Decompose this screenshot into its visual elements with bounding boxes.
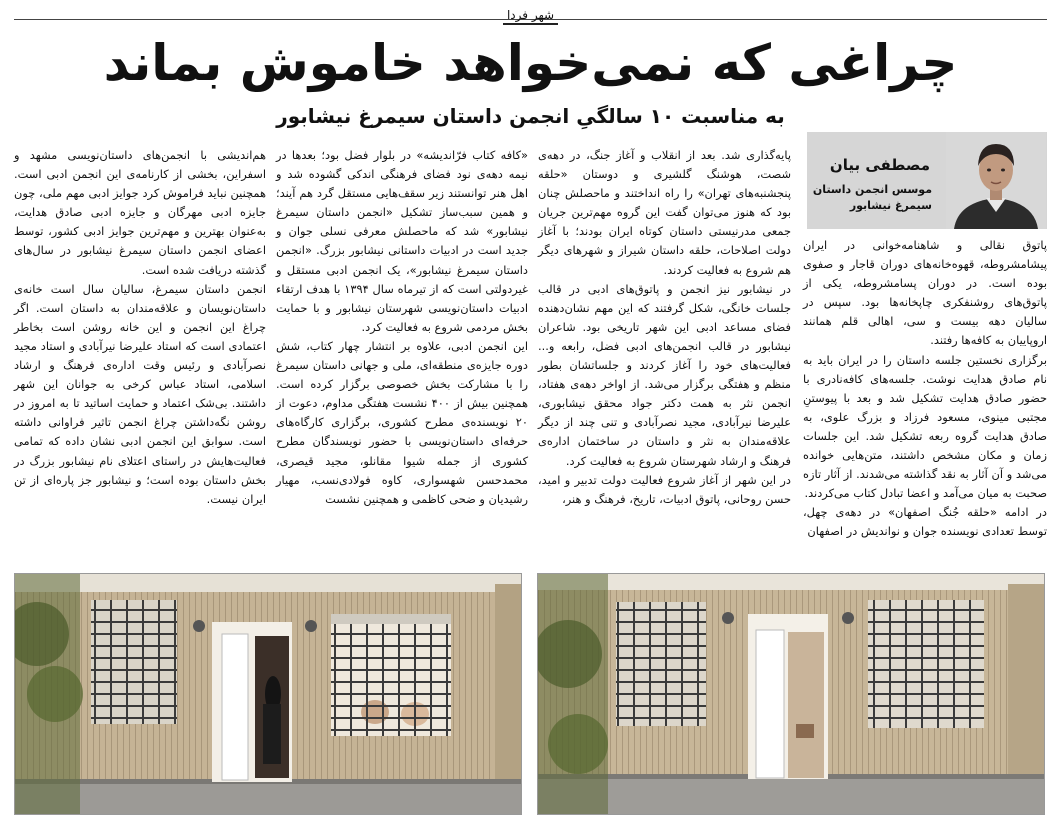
author-role bbox=[813, 182, 932, 214]
article-column-3 bbox=[276, 146, 528, 509]
headline: چراغی که نمی‌خواهد خاموش بماند bbox=[103, 34, 958, 92]
kicker-text: شهر فردا bbox=[503, 8, 558, 25]
col3-paragraph-2: این انجمن ادبی، علاوه بر انتشار چهار کتاب، شش دوره جایزه‌ی منطقه‌ای، ملی و جهانی داستان سیمرغ را با مشارکت بخش خصوصی برگزار کرده است. همچنین بیش از ۴۰۰ نشست هفتگی مداوم، دعوت از ۲۰ نویسنده‌ی مطرح کشوری، برگزاری کارگاه‌های حرفه‌ای داستان‌نویسی با حضور نویسندگان مطرح کشوری از جمله شیوا مقانلو، مجید قیصری، محمدحسن شهسواری، کاوه فولادی‌نسب، مهیار رشیدیان و ضحی کاظمی و همچنین نشست bbox=[276, 338, 528, 506]
col2-paragraph-1: پایه‌گذاری شد. بعد از انقلاب و آغاز جنگ، در دهه‌ی شصت، هوشنگ گلشیری و دوستان «حلقه پنجشنبه‌های تهران» را راه انداختند و ماحصلش چنان بود که هنوز می‌توان گفت این گروه مهم‌ترین جریان جمعی مدرنیستی داستان کوتاه ایران بودند؛ با آغاز دولت اصلاحات، حلقه داستان شیراز و شهرهای دیگر هم شروع به فعالیت کردند. bbox=[538, 148, 791, 277]
col4-paragraph-2: انجمن داستان سیمرغ، سالیان سال است خانه‌ی داستان‌نویسان و علاقه‌مندان به داستان است. اگر چراغ این انجمن و این خانه روشن است بخاطر اعتمادی است که استاد علیرضا نیرآبادی و استاد مجید نصرآبادی و رئیس وقت اداره‌ی فرهنگ و ارشاد اسلامی، استاد عباس کرخی به جوانان این شهر داشتند. بی‌شک اعتماد و حمایت اساتید تا به امروز در روشن نگه‌داشتن چراغ انجمن تاثیر فراوانی داشته است. سوابق این انجمن ادبی نشان داده که تمامی فعالیت‌هایش در راستای اعتلای نام نیشابور بزرگ در بخش داستان بوده است؛ و نیشابور جز پاره‌ای از تن ایران نیست. bbox=[14, 281, 266, 506]
building-photo-right bbox=[538, 574, 1044, 814]
author-role-line1: موسس انجمن داستان bbox=[812, 183, 932, 196]
col1-paragraph-1: پاتوق نقالی و شاهنامه‌خوانی در ایران پیشامشروطه، قهوه‌خانه‌های دوران قاجار و صفوی بوده است. در دوران پسامشروطه، یکی از پاتوق‌های روشنفکری چاپخانه‌ها بود. سپس در سالیان دهه بیست و سی، اهالی قلم همانند اروپاییان به کافه‌ها رفتند. bbox=[803, 238, 1047, 348]
article-column-1 bbox=[803, 236, 1047, 542]
col4-paragraph-1: هم‌اندیشی با انجمن‌های داستان‌نویسی مشهد و اسفراین، بخشی از کارنامه‌ی این انجمن ادبی است. همچنین نباید فراموش کرد جوایز ادبی مهم ملی، چون جایزه ادبی مهرگان و جایزه ادبی صادق هدایت، به‌عنوان بهترین و مهم‌ترین جوایز ادبی کشور، توسط اعضای انجمن داستان سیمرغ نیشابور در سال‌های گذشته دریافت شده است. bbox=[14, 148, 266, 277]
col2-paragraph-2: در نیشابور نیز انجمن و پاتوق‌های ادبی در قالب جلسات خانگی، شکل گرفتند که این مهم نشان‌دهنده فضای مساعد ادبی این شهر تاریخی بود. شاعران نیشابور در قالب انجمن‌های ادبی فضل، رابعه و... فعالیت‌های خود را آغاز کردند و جلساتشان بطور منظم و هفتگی برگزار می‌شد. از اواخر دهه‌ی هفتاد، انجمن نثر به همت دکتر جواد محقق نیشابوری، علیرضا نیرآبادی، مجید نصرآبادی و تنی چند از دیگر علاقه‌مندان به نثر و داستان در ساختمان اداره‌ی فرهنگ و ارشاد شهرستان شروع به فعالیت کرد. bbox=[538, 281, 791, 468]
subheadline: به مناسبت ۱۰ سالگیِ انجمن داستان سیمرغ نیشابور bbox=[276, 104, 785, 128]
col2-paragraph-3: در این شهر از آغاز شروع فعالیت دولت تدبیر و امید، حسن روحانی، پاتوق ادبیات، تاریخ، فرهنگ و هنر، bbox=[538, 472, 791, 506]
avatar-icon bbox=[946, 132, 1046, 229]
author-name: مصطفی بیان bbox=[829, 156, 930, 174]
building-photo-left bbox=[15, 574, 521, 814]
col1-paragraph-2: برگزاری نخستین جلسه داستان را در ایران باید به نام صادق هدایت نوشت. جلسه‌های کافه‌نادری با حضور صادق هدایت تشکیل شد و بعد با پیوستنِ مجتبی مینوی، مسعود فرزاد و بزرگ علوی، به صادق هدایت گروه ربعه تشکیل شد. این جلسات زمان و مکان مشخص داشتند، متن‌هایی خوانده می‌شد و آن آثار به نقد گذاشته می‌شدند. از آثار تازه صحبت به میان می‌آمد و اعضا تبادل کتاب می‌کردند. bbox=[803, 352, 1047, 501]
col3-paragraph-1: «کافه کتاب فرّاندیشه» در بلوار فضل بود؛ بعدها در نیمه دهه‌ی نود فضای فرهنگی اندکی گشوده شد و اهل هنر توانستند زیر سقف‌هایی مستقل گرد هم آیند؛ و همین سبب‌ساز تشکیل «انجمن داستان سیمرغ نیشابور» شد که ماحصلش معرفی نسلی جوان و جدید است در ادبیات داستانی نیشابور بزرگ. «انجمن داستان سیمرغ نیشابور»، یک انجمن ادبی مستقل و غیردولتی است که از تیرماه سال ۱۳۹۴ با هدف ارتقاء ادبیات داستان‌نویسی شهرستان نیشابور و با حمایت بخش مردمی شروع به فعالیت کرد. bbox=[276, 148, 528, 334]
article-column-4 bbox=[14, 146, 266, 509]
col1-paragraph-3: در ادامه «حلقه جُنگ اصفهان» در دهه‌ی چهل، توسط تعدادی نویسنده جوان و نواندیش در اصفهان bbox=[803, 505, 1047, 539]
author-photo bbox=[946, 132, 1046, 229]
photo-anjoman-entrance-right bbox=[537, 573, 1045, 815]
section-kicker bbox=[0, 8, 1061, 22]
photo-anjoman-entrance-left bbox=[14, 573, 522, 815]
article-column-2 bbox=[538, 146, 791, 509]
author-role-line2: سیمرغ نیشابور bbox=[849, 199, 932, 212]
